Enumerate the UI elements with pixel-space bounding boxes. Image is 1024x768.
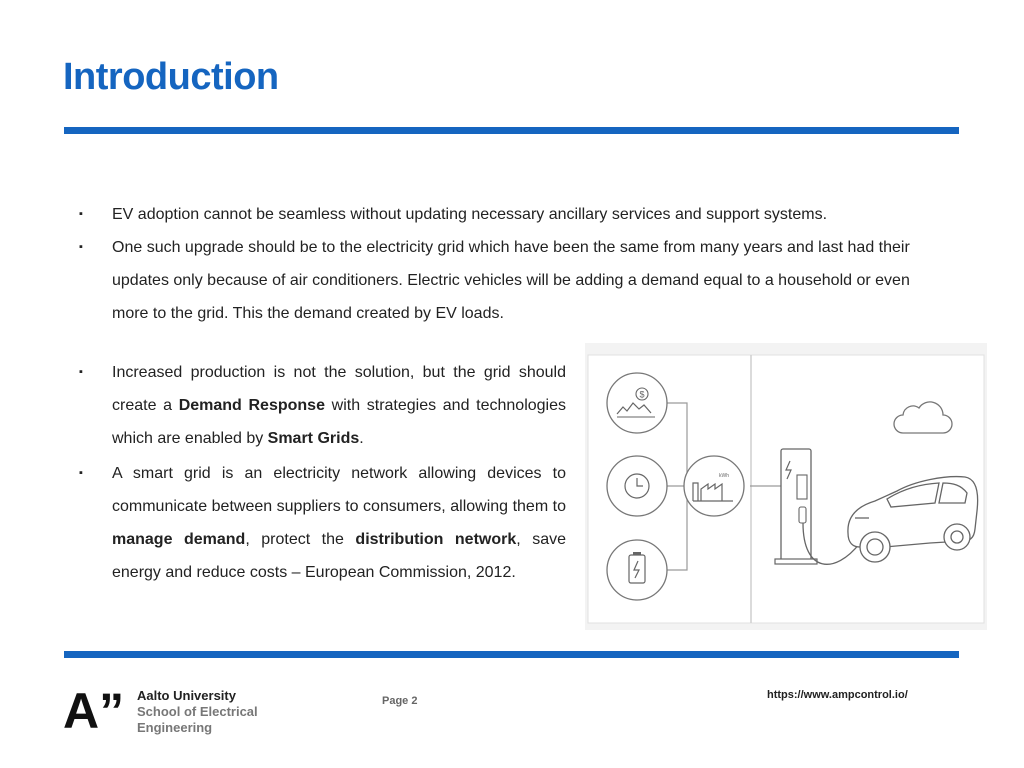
bullet-marker: ▪ <box>79 467 83 479</box>
bullet-list-left <box>76 356 566 589</box>
illustration-svg <box>585 343 987 630</box>
school-line-1: School of Electrical <box>137 704 258 719</box>
top-divider <box>64 127 959 134</box>
dollar-label: $ <box>639 389 645 400</box>
bullet-text: Increased production is not the solution, but the grid should create a Demand Response with strategies and technologies which are enabled by Smart Grids. <box>112 364 566 447</box>
price-chart-icon <box>607 373 667 433</box>
university-line: Aalto University <box>137 688 236 703</box>
power-plant-icon <box>684 456 744 516</box>
bullet-text: A smart grid is an electricity network allowing devices to communicate between suppliers to consumers, allowing them to manage demand, protect the distribution network, save energy and reduce costs – European Commission, 2012. <box>112 465 566 581</box>
source-url: https://www.ampcontrol.io/ <box>767 689 908 701</box>
aalto-logo-icon <box>63 689 127 731</box>
bullet-item <box>76 198 946 231</box>
term-smart-grids: Smart Grids <box>267 430 360 447</box>
page-number: Page 2 <box>382 695 418 707</box>
battery-icon <box>607 540 667 600</box>
school-line-2: Engineering <box>137 720 213 735</box>
term-manage-demand: manage demand <box>112 531 246 548</box>
kwh-label: kWh <box>719 473 729 479</box>
clock-icon <box>607 456 667 516</box>
bottom-divider <box>64 651 959 658</box>
logo-text: A” <box>63 689 125 731</box>
bullet-item <box>76 457 566 589</box>
bullet-text: EV adoption cannot be seamless without updating necessary ancillary services and support systems. <box>112 206 828 223</box>
bullet-text: One such upgrade should be to the electricity grid which have been the same from many years and last had their updates only because of air conditioners. Electric vehicles will be adding a demand equal to a household or even more to the grid. This the demand created by EV loads. <box>112 239 910 322</box>
slide-title: Introduction <box>63 56 279 98</box>
bullet-item <box>76 356 566 455</box>
bullet-marker: ▪ <box>79 241 83 253</box>
bullet-item <box>76 231 946 330</box>
bullet-marker: ▪ <box>79 366 83 378</box>
university-name <box>137 688 258 736</box>
bullet-marker: ▪ <box>79 208 83 220</box>
ev-smart-grid-illustration <box>585 343 987 630</box>
term-distribution-network: distribution network <box>355 531 517 548</box>
bullet-list-top <box>76 198 946 330</box>
term-demand-response: Demand Response <box>178 397 325 414</box>
